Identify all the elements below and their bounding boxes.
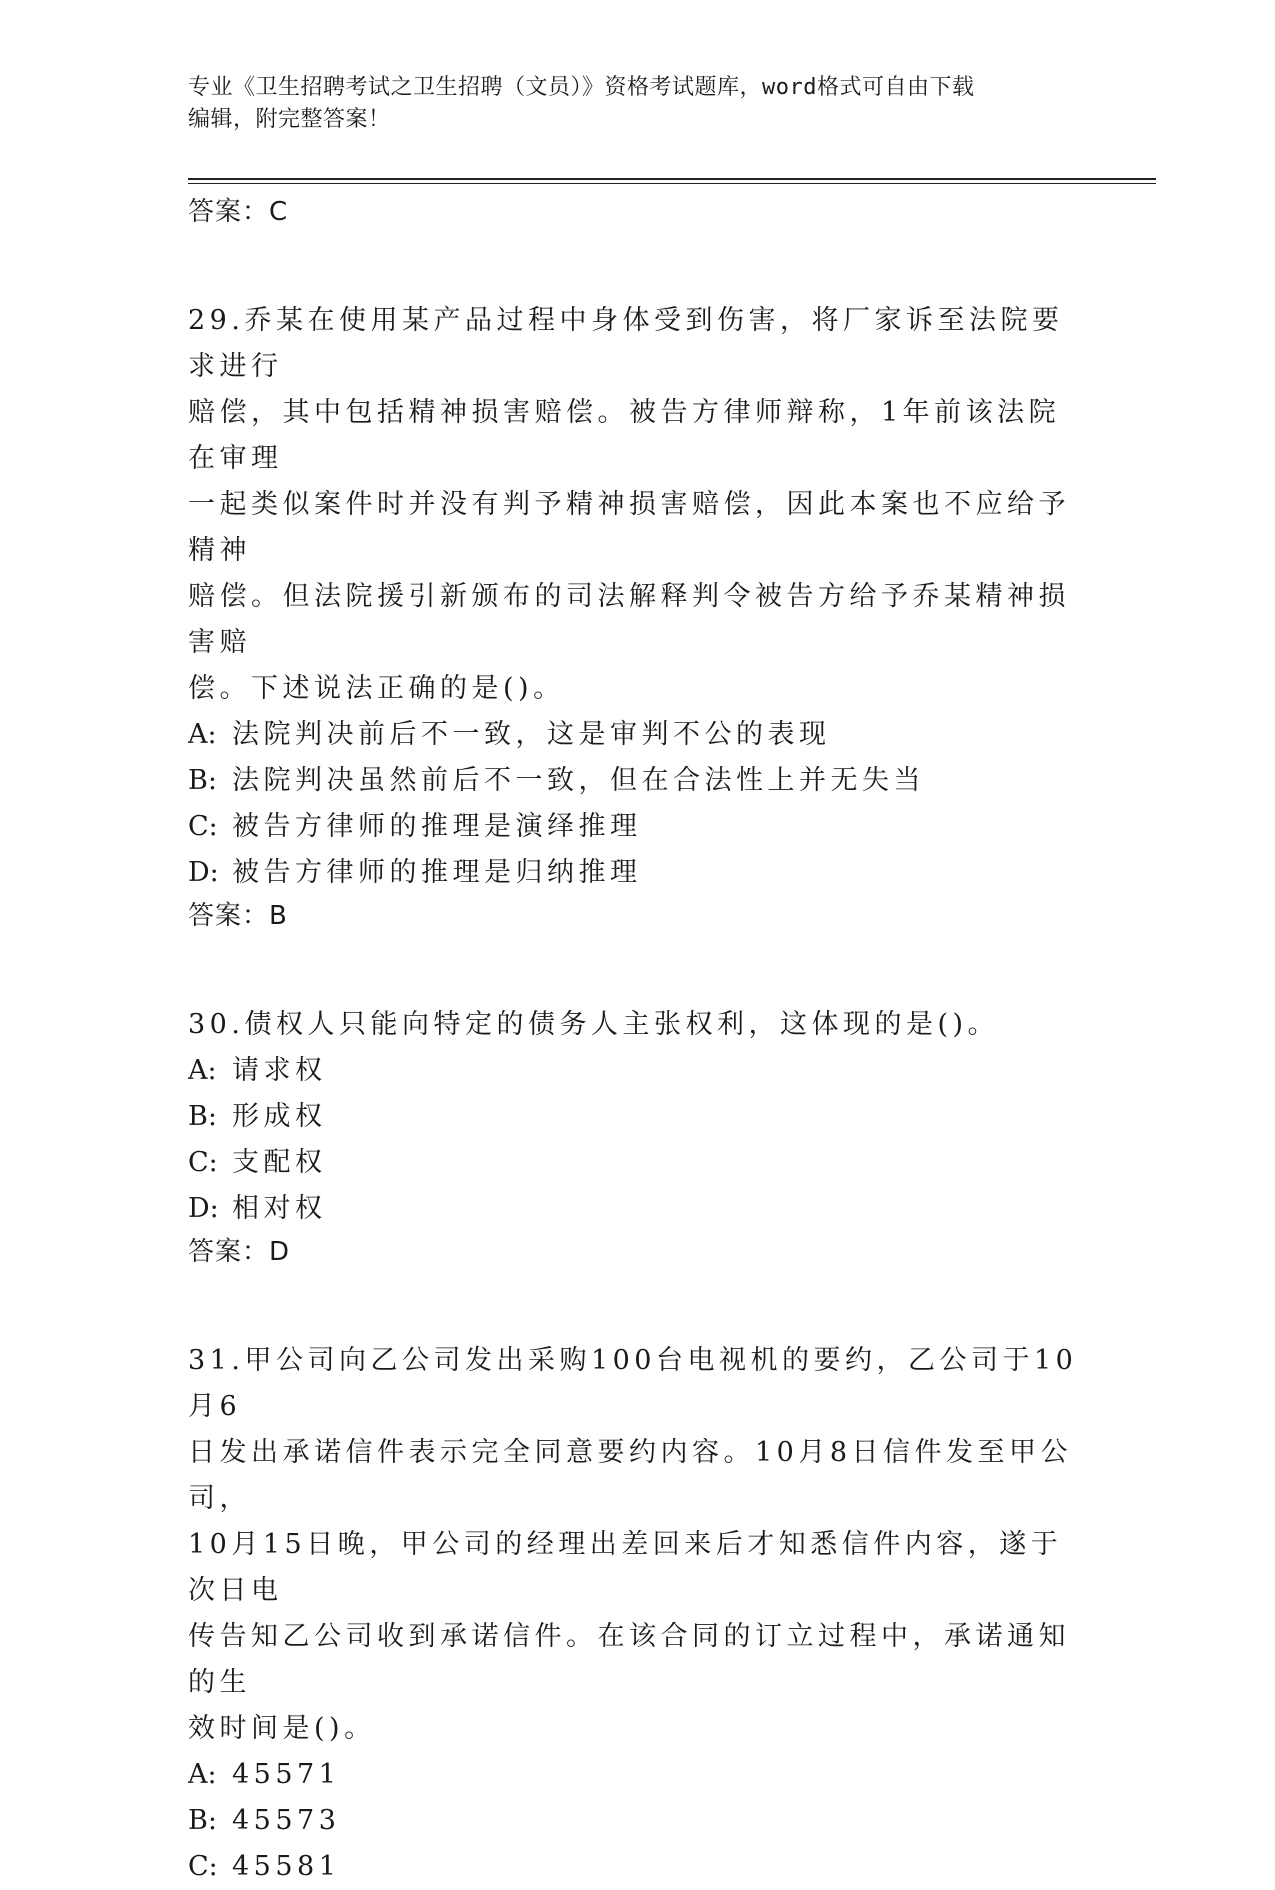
- option-key: B:: [188, 1101, 217, 1132]
- option-key: C:: [188, 1147, 218, 1178]
- option-key: A:: [188, 1759, 217, 1790]
- option-b: [188, 1798, 1088, 1844]
- option-b: [188, 758, 1088, 804]
- option-text: 相对权: [232, 1193, 327, 1224]
- question-answer: 答案：B: [188, 901, 288, 931]
- option-text: 被告方律师的推理是归纳推理: [232, 857, 642, 888]
- option-text: 45571: [232, 1759, 341, 1790]
- stem-line: 日发出承诺信件表示完全同意要约内容。10月8日信件发至甲公司，: [188, 1437, 1073, 1514]
- option-text: 形成权: [232, 1101, 327, 1132]
- question-stem: [188, 1002, 1088, 1048]
- option-a: [188, 1048, 1088, 1094]
- question-answer: 答案：D: [188, 1237, 291, 1267]
- stem-line: 传告知乙公司收到承诺信件。在该合同的订立过程中，承诺通知的生: [188, 1621, 1070, 1698]
- option-a: [188, 1752, 1088, 1798]
- document-header: [188, 72, 1088, 136]
- option-text: 45581: [232, 1851, 341, 1882]
- option-a: [188, 712, 1088, 758]
- stem-line: 30.债权人只能向特定的债务人主张权利，这体现的是()。: [188, 1009, 1000, 1040]
- option-text: 45573: [232, 1805, 341, 1836]
- stem-line: 赔偿。但法院援引新颁布的司法解释判令被告方给予乔某精神损害赔: [188, 581, 1070, 658]
- stem-line: 10月15日晚，甲公司的经理出差回来后才知悉信件内容，遂于次日电: [188, 1529, 1063, 1606]
- option-key: A:: [188, 1055, 217, 1086]
- previous-answer: 答案：C: [188, 197, 289, 227]
- option-b: [188, 1094, 1088, 1140]
- question-29: [188, 298, 1088, 936]
- header-line-1: 专业《卫生招聘考试之卫生招聘（文员）》资格考试题库，word格式可自由下载: [188, 75, 975, 100]
- option-c: [188, 1844, 1088, 1890]
- option-c: [188, 804, 1088, 850]
- option-key: C:: [188, 811, 218, 842]
- header-rule-thick: [188, 178, 1156, 180]
- question-30: [188, 1002, 1088, 1272]
- option-c: [188, 1140, 1088, 1186]
- option-text: 被告方律师的推理是演绎推理: [232, 811, 642, 842]
- option-key: A:: [188, 719, 217, 750]
- question-31: [188, 1338, 1088, 1890]
- question-stem: [188, 298, 1088, 712]
- header-rule-thin: [188, 183, 1156, 184]
- stem-line: 偿。下述说法正确的是()。: [188, 673, 565, 704]
- header-line-2: 编辑，附完整答案！: [188, 107, 391, 132]
- stem-line: 29.乔某在使用某产品过程中身体受到伤害，将厂家诉至法院要求进行: [188, 305, 1064, 382]
- option-text: 法院判决前后不一致，这是审判不公的表现: [232, 719, 831, 750]
- stem-line: 效时间是()。: [188, 1713, 376, 1744]
- option-key: C:: [188, 1851, 218, 1882]
- option-key: D:: [188, 857, 219, 888]
- question-stem: [188, 1338, 1088, 1752]
- stem-line: 31.甲公司向乙公司发出采购100台电视机的要约，乙公司于10月6: [188, 1345, 1078, 1422]
- option-text: 请求权: [232, 1055, 327, 1086]
- option-d: [188, 850, 1088, 896]
- option-text: 支配权: [232, 1147, 327, 1178]
- question-list: [188, 192, 1088, 1890]
- stem-line: 一起类似案件时并没有判予精神损害赔偿，因此本案也不应给予精神: [188, 489, 1070, 566]
- option-d: [188, 1186, 1088, 1232]
- option-key: D:: [188, 1193, 219, 1224]
- option-key: B:: [188, 765, 217, 796]
- stem-line: 赔偿，其中包括精神损害赔偿。被告方律师辩称，1年前该法院在审理: [188, 397, 1061, 474]
- option-key: B:: [188, 1805, 217, 1836]
- option-text: 法院判决虽然前后不一致，但在合法性上并无失当: [232, 765, 925, 796]
